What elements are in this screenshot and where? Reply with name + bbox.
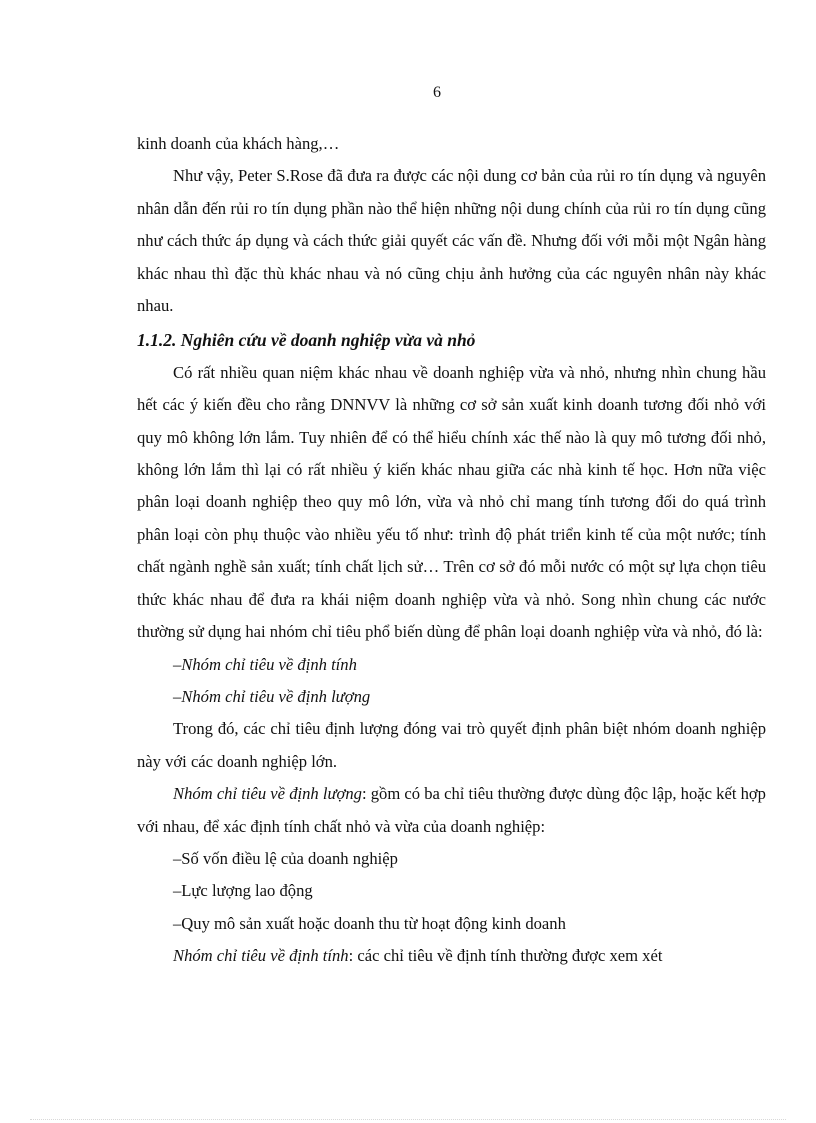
list-item-charter-capital: –Số vốn điều lệ của doanh nghiệp (173, 848, 398, 868)
paragraph-qualitative-group (137, 940, 766, 972)
qualitative-group-description: : các chỉ tiêu về định tính thường được xem xét (348, 946, 663, 966)
paragraph-sme-concepts: Có rất nhiều quan niệm khác nhau về doanh nghiệp vừa và nhỏ, nhưng nhìn chung hầu hết các ý kiến đều cho rằng DNNVV là những cơ sở sản xuất kinh doanh tương đối nhỏ với quy mô không lớn lắm. Tuy nhiên để có thể hiểu chính xác thế nào là quy mô tương đối nhỏ, không lớn lắm thì lại có rất nhiều ý kiến khác nhau giữa các nhà kinh tế học. Hơn nữa việc phân loại doanh nghiệp theo quy mô lớn, vừa và nhỏ chỉ mang tính tương đối do quá trình phân loại còn phụ thuộc vào nhiều yếu tố như: trình độ phát triển kinh tế của một nước; tính chất ngành nghề sản xuất; tính chất lịch sử… Trên cơ sở đó mỗi nước có một sự lựa chọn tiêu thức khác nhau để đưa ra khái niệm doanh nghiệp vừa và nhỏ. Song nhìn chung các nước thường sử dụng hai nhóm chỉ tiêu phổ biến dùng để phân loại doanh nghiệp vừa và nhỏ, đó là: (137, 362, 766, 642)
term-quantitative-group: Nhóm chỉ tiêu về định lượng (173, 784, 362, 804)
list-item-production-scale: –Quy mô sản xuất hoặc doanh thu từ hoạt động kinh doanh (173, 913, 566, 933)
paragraph-peter-rose: Như vậy, Peter S.Rose đã đưa ra được các nội dung cơ bản của rủi ro tín dụng và nguyên nhân dẫn đến rủi ro tín dụng phần nào thể hiện những nội dung chính của rủi ro tín dụng cũng như cách thức áp dụng và cách thức giải quyết các vấn đề. Nhưng đối với mỗi một Ngân hàng khác nhau thì đặc thù khác nhau và nó cũng chịu ảnh hưởng của các nguyên nhân này khác nhau. (137, 166, 766, 316)
document-body (137, 128, 766, 973)
paragraph-continuation: kinh doanh của khách hàng,… (137, 134, 340, 153)
page-bottom-divider (30, 1119, 786, 1120)
list-item-labor-force: –Lực lượng lao động (173, 881, 313, 901)
term-qualitative-group: Nhóm chỉ tiêu về định tính (173, 946, 349, 966)
page-number: 6 (433, 84, 441, 101)
list-item-qualitative: –Nhóm chỉ tiêu về định tính (173, 654, 357, 674)
section-heading: 1.1.2. Nghiên cứu về doanh nghiệp vừa và nhỏ (137, 330, 476, 351)
list-item-quantitative: –Nhóm chỉ tiêu về định lượng (173, 686, 371, 706)
paragraph-quantitative-role: Trong đó, các chỉ tiêu định lượng đóng vai trò quyết định phân biệt nhóm doanh nghiệp này với các doanh nghiệp lớn. (137, 719, 766, 771)
quantitative-group-description: : gồm có ba chỉ tiêu thường được dùng độc lập, hoặc kết hợp với nhau, để xác định tính chất nhỏ và vừa của doanh nghiệp: (137, 784, 766, 836)
paragraph-quantitative-group (137, 778, 766, 843)
